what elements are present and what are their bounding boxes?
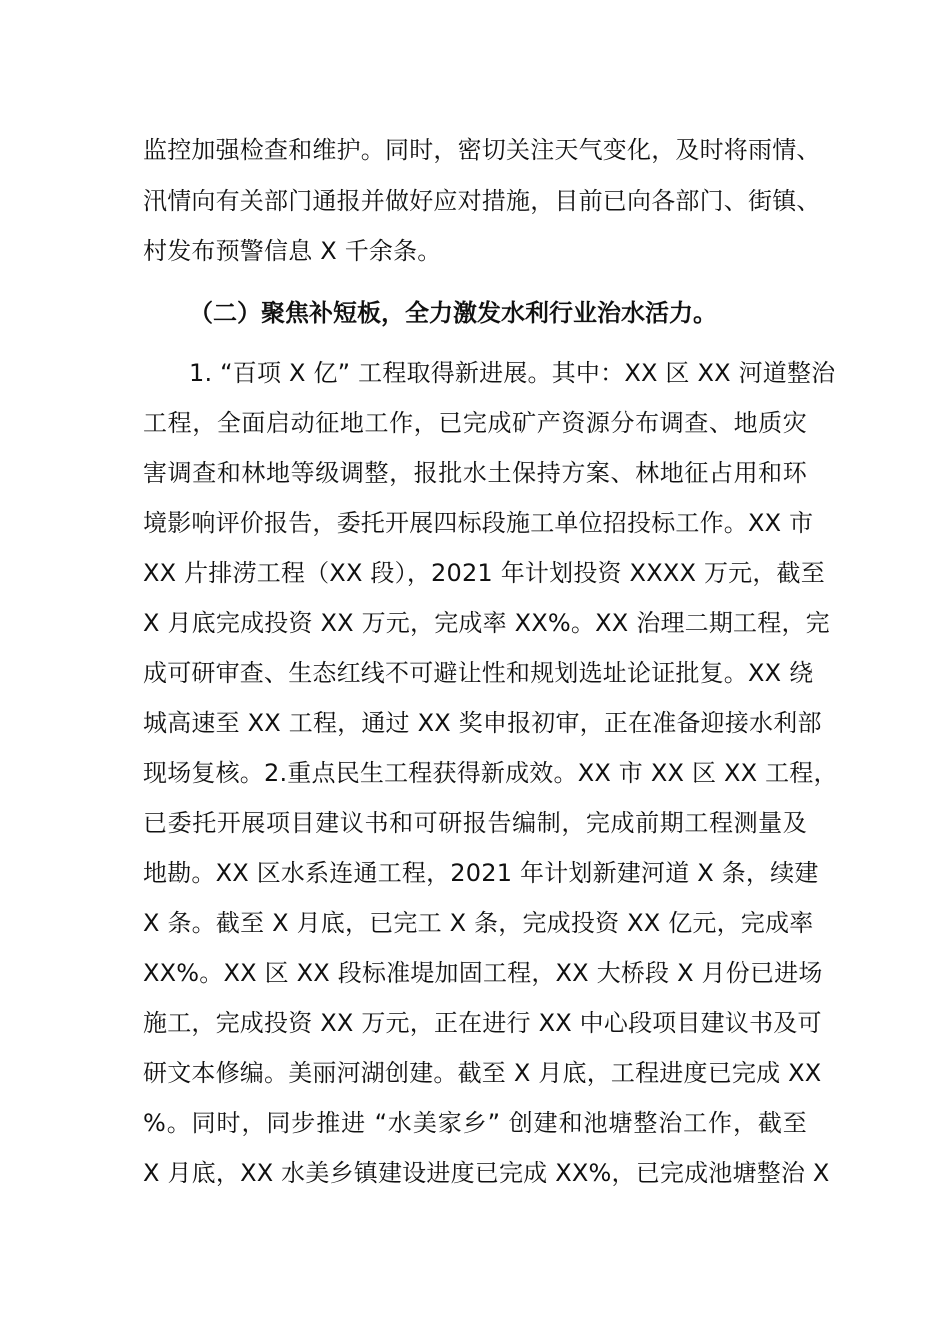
body-line: XX%。XX 区 XX 段标准堤加固工程，XX 大桥段 X 月份已进场: [143, 959, 823, 987]
body-line: X 月底完成投资 XX 万元，完成率 XX%。XX 治理二期工程，完: [143, 609, 830, 637]
body-line: 研文本修编。美丽河湖创建。截至 X 月底，工程进度已完成 XX: [143, 1059, 822, 1087]
body-line: XX 片排涝工程（XX 段），2021 年计划投资 XXXX 万元，截至: [143, 559, 825, 587]
intro-line: 汛情向有关部门通报并做好应对措施，目前已向各部门、街镇、: [143, 187, 821, 215]
body-line: 1. “百项 X 亿” 工程取得新进展。其中：XX 区 XX 河道整治: [189, 359, 836, 387]
body-line: %。同时，同步推进 “水美家乡” 创建和池塘整治工作，截至: [143, 1109, 807, 1137]
body-line: 现场复核。2.重点民生工程获得新成效。XX 市 XX 区 XX 工程，: [143, 759, 838, 787]
body-line: 地勘。XX 区水系连通工程，2021 年计划新建河道 X 条，续建: [143, 859, 819, 887]
body-line: 境影响评价报告，委托开展四标段施工单位招投标工作。XX 市: [143, 509, 814, 537]
body-line: 施工，完成投资 XX 万元，正在进行 XX 中心段项目建议书及可: [143, 1009, 822, 1037]
intro-line: 村发布预警信息 X 千余条。: [143, 237, 442, 265]
body-line: 害调查和林地等级调整，报批水土保持方案、林地征占用和环: [143, 459, 807, 487]
body-line: X 条。截至 X 月底，已完工 X 条，完成投资 XX 亿元，完成率: [143, 909, 814, 937]
body-line: 工程，全面启动征地工作，已完成矿产资源分布调查、地质灾: [143, 409, 807, 437]
section-heading: （二）聚焦补短板，全力激发水利行业治水活力。: [189, 299, 717, 327]
body-line: 成可研审查、生态红线不可避让性和规划选址论证批复。XX 绕: [143, 659, 814, 687]
body-line: 城高速至 XX 工程，通过 XX 奖申报初审，正在准备迎接水利部: [143, 709, 822, 737]
body-line: X 月底，XX 水美乡镇建设进度已完成 XX%，已完成池塘整治 X: [143, 1159, 830, 1187]
intro-line: 监控加强检查和维护。同时，密切关注天气变化，及时将雨情、: [143, 136, 821, 164]
body-line: 已委托开展项目建议书和可研报告编制，完成前期工程测量及: [143, 809, 807, 837]
